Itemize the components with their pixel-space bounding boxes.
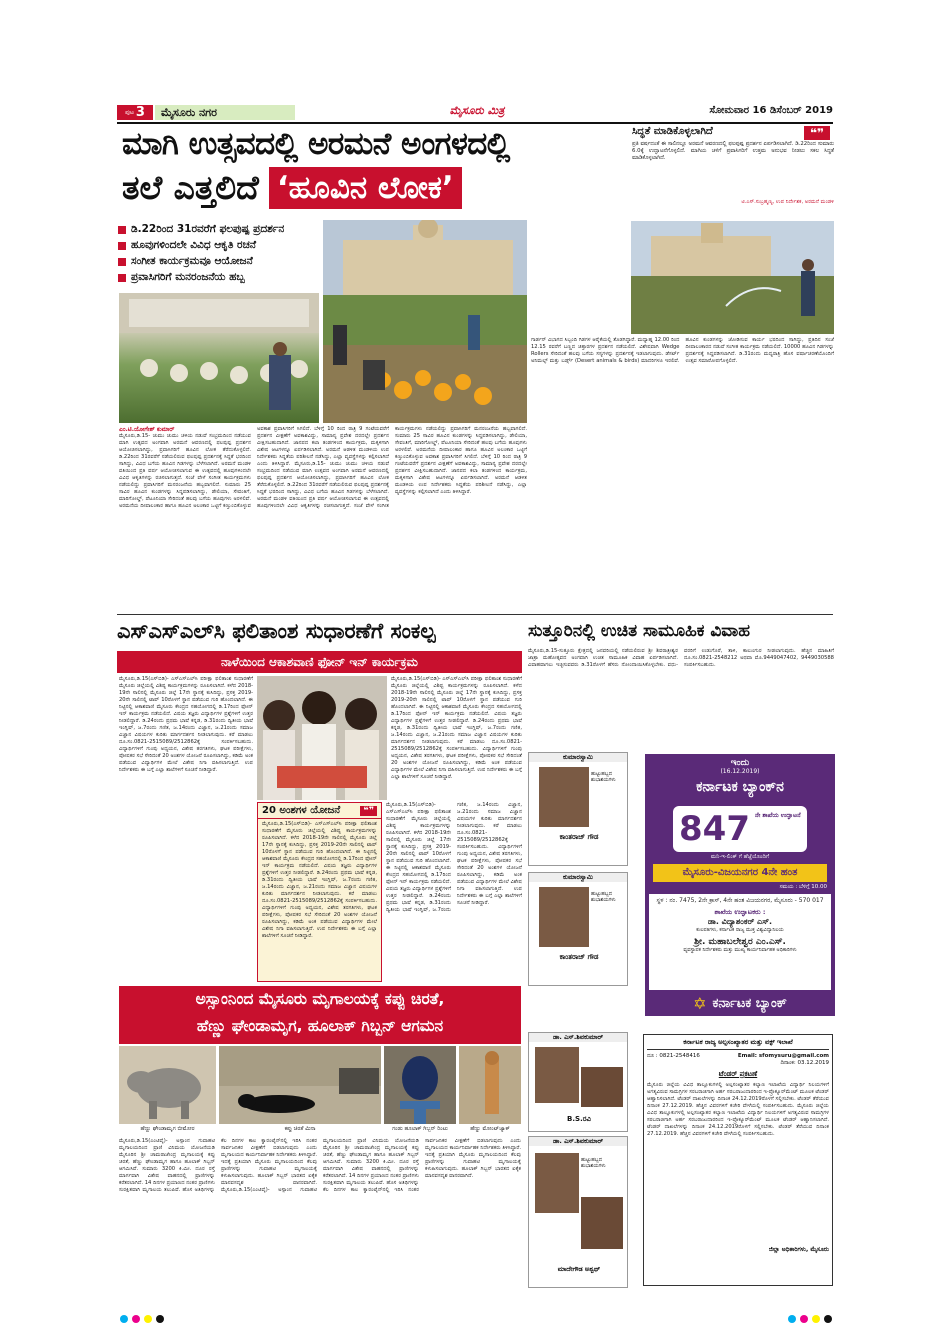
photo-hoolock-gibbon <box>384 1046 456 1124</box>
wedding-body: ಮೈಸೂರು,ಡಿ.15-ಸುತ್ತೂರು ಕ್ಷೇತ್ರದಲ್ಲಿ ಜನವರಿಯಲ್ಲಿ ನಡೆಯಲಿರುವ ಶ್ರೀ ಶಿವರಾತ್ರೀಶ್ವರ ಜಾತ್ರಾ ಮಹೋತ್ಸವದ ಅಂಗವಾಗಿ ಉಚಿತ ಸಾಮೂಹಿಕ ವಿವಾಹ ಏರ್ಪಡಿಸಲಾಗಿದೆ. ವಿವಾಹವಾಗಲು ಇಚ್ಛಿಸುವವರು ಡಿ.31ರೊಳಗೆ ಹೆಸರು ನೋಂದಾಯಿಸಿಕೊಳ್ಳಬೇಕು. ವಧು-ವರರಿಗೆ ಉಡುಗೊರೆ, ತಾಳಿ, ಕಾಲುಂಗುರ ನೀಡಲಾಗುವುದು. ಹೆಚ್ಚಿನ ಮಾಹಿತಿಗೆ ದೂ.ಸಂ.0821-2548212 ಅಥವಾ ಮೊ.9449047402, 9449030588 ಸಂಪರ್ಕಿಸಬಹುದು. <box>528 648 834 668</box>
photo-watering <box>631 221 834 334</box>
lead-headline-1: ಮಾಗಿ ಉತ್ಸವದಲ್ಲಿ ಅರಮನೆ ಅಂಗಳದಲ್ಲಿ <box>122 126 510 162</box>
divider <box>117 614 833 615</box>
wish-from: ಕಾಂತರಾಜ್ ಗೌಡ <box>559 953 599 961</box>
sslc-box-title: 20 ಅಂಶಗಳ ಯೋಜನೆ ❝❞ <box>258 803 381 819</box>
photo-rhino <box>119 1046 216 1124</box>
lead-headline-2: ತಲೆ ಎತ್ತಲಿದೆ ‘ಹೂವಿನ ಲೋಕ’ <box>122 166 632 210</box>
notice-body: ಮೈಸೂರು ಜಿಲ್ಲೆಯ ವಿವಿಧ ತಾಲ್ಲೂಕುಗಳಲ್ಲಿ ಅಲ್ಪಸಂಖ್ಯಾತರ ಕಲ್ಯಾಣ ಇಲಾಖೆಯ ವಿದ್ಯಾರ್ಥಿ ನಿಲಯಗಳಿಗೆ ಅಗತ್ಯವಿರುವ ಸಾಮಗ್ರಿಗಳ ಸರಬರಾಜಿಗಾಗಿ ಅರ್ಹ ಸರಬರಾಜುದಾರರಿಂದ ಇ-ಪ್ರೊಕ್ಯೂರ್‌ಮೆಂಟ್ ಮೂಲಕ ಟೆಂಡರ್ ಆಹ್ವಾನಿಸಲಾಗಿದೆ. ಟೆಂಡರ್ ದಾಖಲೆಗಳನ್ನು ದಿನಾಂಕ 24.12.2019ರೊಳಗೆ ಸಲ್ಲಿಸಬೇಕು. ಟೆಂಡರ್ ತೆರೆಯುವ ದಿನಾಂಕ 27.12.2019. ಹೆಚ್ಚಿನ ವಿವರಗಳಿಗೆ ಕಚೇರಿ ವೇಳೆಯಲ್ಲಿ ಸಂಪರ್ಕಿಸಬಹುದು. ಮೈಸೂರು ಜಿಲ್ಲೆಯ ವಿವಿಧ ತಾಲ್ಲೂಕುಗಳಲ್ಲಿ ಅಲ್ಪಸಂಖ್ಯಾತರ ಕಲ್ಯಾಣ ಇಲಾಖೆಯ ವಿದ್ಯಾರ್ಥಿ ನಿಲಯಗಳಿಗೆ ಅಗತ್ಯವಿರುವ ಸಾಮಗ್ರಿಗಳ ಸರಬರಾಜಿಗಾಗಿ ಅರ್ಹ ಸರಬರಾಜುದಾರರಿಂದ ಇ-ಪ್ರೊಕ್ಯೂರ್‌ಮೆಂಟ್ ಮೂಲಕ ಟೆಂಡರ್ ಆಹ್ವಾನಿಸಲಾಗಿದೆ. ಟೆಂಡರ್ ದಾಖಲೆಗಳನ್ನು ದಿನಾಂಕ 24.12.2019ರೊಳಗೆ ಸಲ್ಲಿಸಬೇಕು. ಟೆಂಡರ್ ತೆರೆಯುವ ದಿನಾಂಕ 27.12.2019. ಹೆಚ್ಚಿನ ವಿವರಗಳಿಗೆ ಕಚೇರಿ ವೇಳೆಯಲ್ಲಿ ಸಂಪರ್ಕಿಸಬಹುದು. <box>647 1082 829 1137</box>
photo-palace-garden <box>323 220 527 423</box>
wish-label: ಹುಟ್ಟುಹಬ್ಬದ ಶುಭಾಶಯಗಳು <box>591 771 616 783</box>
students-illustration <box>257 676 387 800</box>
wish-name: ಡಾ. ಎಸ್.ಶಿವಕುಮಾರ್ <box>529 1137 627 1146</box>
sslc-body-col3: ಮೈಸೂರು,ಡಿ.15(ಎಸ್‌ಬಿಡಿ)- ಎಸ್‌ಎಸ್‌ಎಲ್‌ಸಿ ಪರೀಕ್ಷಾ ಫಲಿತಾಂಶ ಸುಧಾರಣೆಗೆ ಮೈಸೂರು ಜಿಲ್ಲೆಯಲ್ಲಿ ವಿಶಿಷ್ಟ ಕಾರ್ಯಕ್ರಮಗಳನ್ನು ರೂಪಿಸಲಾಗಿದೆ. ಕಳೆದ 2018-19ನೇ ಸಾಲಿನಲ್ಲಿ ಮೈಸೂರು ಜಿಲ್ಲೆ 17ನೇ ಸ್ಥಾನಕ್ಕೆ ಕುಸಿದಿದ್ದು, ಪ್ರಸಕ್ತ 2019-20ನೇ ಸಾಲಿನಲ್ಲಿ ಟಾಪ್ 10ರೊಳಗೆ ಸ್ಥಾನ ಪಡೆಯುವ ಗುರಿ ಹೊಂದಲಾಗಿದೆ. ಈ ನಿಟ್ಟಿನಲ್ಲಿ ಆಕಾಶವಾಣಿ ಮೈಸೂರು ಕೇಂದ್ರದ ಸಹಯೋಗದಲ್ಲಿ ಡಿ.17ರಿಂದ ಫೋನ್ ಇನ್ ಕಾರ್ಯಕ್ರಮ ನಡೆಯಲಿದೆ. ವಿಷಯ ತಜ್ಞರು ವಿದ್ಯಾರ್ಥಿಗಳ ಪ್ರಶ್ನೆಗಳಿಗೆ ಉತ್ತರ ನೀಡಲಿದ್ದಾರೆ. ಡಿ.24ರಂದು ಪ್ರಥಮ ಭಾಷೆ ಕನ್ನಡ, ಡಿ.31ರಂದು ದ್ವಿತೀಯ ಭಾಷೆ ಇಂಗ್ಲಿಷ್, ಜ.7ರಂದು ಗಣಿತ, ಜ.14ರಂದು ವಿಜ್ಞಾನ, ಜ.21ರಂದು ಸಮಾಜ ವಿಜ್ಞಾನ ವಿಷಯಗಳ ಕುರಿತು ಮಾರ್ಗದರ್ಶನ ನೀಡಲಾಗುವುದು. ಕರೆ ಮಾಡಲು ದೂ.ಸಂ.0821-2515089/2512862ಕ್ಕೆ ಸಂಪರ್ಕಿಸಬಹುದು. ವಿದ್ಯಾರ್ಥಿಗಳಿಗೆ ಗುಂಪು ಅಧ್ಯಯನ, ವಿಶೇಷ ತರಗತಿಗಳು, ಘಟಕ ಪರೀಕ್ಷೆಗಳು, ಪೋಷಕರ ಸಭೆ ಸೇರಿದಂತೆ 20 ಅಂಶಗಳ ಯೋಜನೆ ರೂಪಿಸಲಾಗಿದ್ದು, ಕಡಿಮೆ ಅಂಕ ಪಡೆಯುವ ವಿದ್ಯಾರ್ಥಿಗಳ ಮೇಲೆ ವಿಶೇಷ ನಿಗಾ ವಹಿಸಲಾಗುತ್ತಿದೆ. ಉಪ ನಿರ್ದೇಶಕರು ಈ ಬಗ್ಗೆ ಎಲ್ಲಾ ಶಾಲೆಗಳಿಗೆ ಸೂಚನೆ ನೀಡಿದ್ದಾರೆ. <box>386 802 522 913</box>
issue-date: ಸೋಮವಾರ 16 ಡಿಸೆಂಬರ್ 2019 <box>709 105 833 116</box>
lead-body: ಎಂ.ಟಿ.ಯೋಗೇಶ್ ಕುಮಾರ್ ಮೈಸೂರು,ಡಿ.15- ಚುಮು ಚುಮು ಚಳಿಯ ನಡುವೆ ಸಂಭ್ರಮದಿಂದ ನಡೆಯುವ ಮಾಗಿ ಉತ್ಸವದ ಅಂಗವಾಗಿ ಅರಮನೆ ಆವರಣದಲ್ಲಿ ಫಲಪುಷ್ಪ ಪ್ರದರ್ಶನ ಆಯೋಜಿಸಲಾಗಿದ್ದು, ಪ್ರವಾಸಿಗರಿಗೆ ಹೂವಿನ ಲೋಕ ತೆರೆದುಕೊಳ್ಳಲಿದೆ. ಡಿ.22ರಿಂದ 31ರವರೆಗೆ ನಡೆಯಲಿರುವ ಫಲಪುಷ್ಪ ಪ್ರದರ್ಶನಕ್ಕೆ ಸಿದ್ಧತೆ ಭರದಿಂದ ಸಾಗಿದ್ದು, ವಿವಿಧ ಬಗೆಯ ಹೂವಿನ ಗಿಡಗಳನ್ನು ಬೆಳೆಸಲಾಗಿದೆ. ಅರಮನೆ ಮಂಡಳಿ ವತಿಯಿಂದ ಪ್ರತಿ ವರ್ಷ ಆಯೋಜಿಸಲಾಗುವ ಈ ಉತ್ಸವದಲ್ಲಿ ಹೂವುಗಳಿಂದಲೇ ವಿವಿಧ ಆಕೃತಿಗಳನ್ನು ರಚಿಸಲಾಗುತ್ತದೆ. ಸಂಜೆ ವೇಳೆ ಸಂಗೀತ ಕಾರ್ಯಕ್ರಮಗಳು ನಡೆಯಲಿದ್ದು ಪ್ರವಾಸಿಗರಿಗೆ ಮನರಂಜನೆಯ ಹಬ್ಬವಾಗಲಿದೆ. ಸುಮಾರು 25 ಸಾವಿರ ಹೂವಿನ ಕುಂಡಗಳನ್ನು ಸಿದ್ಧಪಡಿಸಲಾಗಿದ್ದು, ಡೇಲಿಯಾ, ಸೇವಂತಿಗೆ, ಮಾರಿಗೋಲ್ಡ್, ಪೆಟೂನಿಯಾ ಸೇರಿದಂತೆ ಹಲವು ಬಗೆಯ ಹೂವುಗಳು ಅರಳಲಿವೆ. ಅರಮನೆಯ ದೀಪಾಲಂಕಾರ ಹಾಗೂ ಹೂವಿನ ಅಲಂಕಾರ ಒಟ್ಟಿಗೆ ಕಣ್ತುಂಬಿಕೊಳ್ಳುವ ಅವಕಾಶ ಪ್ರವಾಸಿಗರಿಗೆ ಸಿಗಲಿದೆ. ಬೆಳಿಗ್ಗೆ 10 ರಿಂದ ರಾತ್ರಿ 9 ಗಂಟೆಯವರೆಗೆ ಪ್ರದರ್ಶನ ವೀಕ್ಷಣೆಗೆ ಅವಕಾಶವಿದ್ದು, ಸಾಮಾನ್ಯ ಪ್ರವೇಶ ದರದಲ್ಲೇ ಪ್ರದರ್ಶನ ವೀಕ್ಷಿಸಬಹುದಾಗಿದೆ. ಜಾನಪದ ಕಲಾ ತಂಡಗಳಿಂದ ಕಾರ್ಯಕ್ರಮ, ಮಕ್ಕಳಿಗಾಗಿ ವಿಶೇಷ ಆಟಗಳನ್ನೂ ಏರ್ಪಡಿಸಲಾಗಿದೆ. ಅರಮನೆ ಆಡಳಿತ ಮಂಡಳಿಯ ಉಪ ನಿರ್ದೇಶಕರು ಸಿದ್ಧತೆಯ ಪರಿಶೀಲನೆ ನಡೆಸಿದ್ದು, ಎಲ್ಲಾ ವ್ಯವಸ್ಥೆಗಳನ್ನು ಕಲ್ಪಿಸಲಾಗಿದೆ ಎಂದು ತಿಳಿಸಿದ್ದಾರೆ. ಮೈಸೂರು,ಡಿ.15- ಚುಮು ಚುಮು ಚಳಿಯ ನಡುವೆ ಸಂಭ್ರಮದಿಂದ ನಡೆಯುವ ಮಾಗಿ ಉತ್ಸವದ ಅಂಗವಾಗಿ ಅರಮನೆ ಆವರಣದಲ್ಲಿ ಫಲಪುಷ್ಪ ಪ್ರದರ್ಶನ ಆಯೋಜಿಸಲಾಗಿದ್ದು, ಪ್ರವಾಸಿಗರಿಗೆ ಹೂವಿನ ಲೋಕ ತೆರೆದುಕೊಳ್ಳಲಿದೆ. ಡಿ.22ರಿಂದ 31ರವರೆಗೆ ನಡೆಯಲಿರುವ ಫಲಪುಷ್ಪ ಪ್ರದರ್ಶನಕ್ಕೆ ಸಿದ್ಧತೆ ಭರದಿಂದ ಸಾಗಿದ್ದು, ವಿವಿಧ ಬಗೆಯ ಹೂವಿನ ಗಿಡಗಳನ್ನು ಬೆಳೆಸಲಾಗಿದೆ. ಅರಮನೆ ಮಂಡಳಿ ವತಿಯಿಂದ ಪ್ರತಿ ವರ್ಷ ಆಯೋಜಿಸಲಾಗುವ ಈ ಉತ್ಸವದಲ್ಲಿ ಹೂವುಗಳಿಂದಲೇ ವಿವಿಧ ಆಕೃತಿಗಳನ್ನು ರಚಿಸಲಾಗುತ್ತದೆ. ಸಂಜೆ ವೇಳೆ ಸಂಗೀತ ಕಾರ್ಯಕ್ರಮಗಳು ನಡೆಯಲಿದ್ದು ಪ್ರವಾಸಿಗರಿಗೆ ಮನರಂಜನೆಯ ಹಬ್ಬವಾಗಲಿದೆ. ಸುಮಾರು 25 ಸಾವಿರ ಹೂವಿನ ಕುಂಡಗಳನ್ನು ಸಿದ್ಧಪಡಿಸಲಾಗಿದ್ದು, ಡೇಲಿಯಾ, ಸೇವಂತಿಗೆ, ಮಾರಿಗೋಲ್ಡ್, ಪೆಟೂನಿಯಾ ಸೇರಿದಂತೆ ಹಲವು ಬಗೆಯ ಹೂವುಗಳು ಅರಳಲಿವೆ. ಅರಮನೆಯ ದೀಪಾಲಂಕಾರ ಹಾಗೂ ಹೂವಿನ ಅಲಂಕಾರ ಒಟ್ಟಿಗೆ ಕಣ್ತುಂಬಿಕೊಳ್ಳುವ ಅವಕಾಶ ಪ್ರವಾಸಿಗರಿಗೆ ಸಿಗಲಿದೆ. ಬೆಳಿಗ್ಗೆ 10 ರಿಂದ ರಾತ್ರಿ 9 ಗಂಟೆಯವರೆಗೆ ಪ್ರದರ್ಶನ ವೀಕ್ಷಣೆಗೆ ಅವಕಾಶವಿದ್ದು, ಸಾಮಾನ್ಯ ಪ್ರವೇಶ ದರದಲ್ಲೇ ಪ್ರದರ್ಶನ ವೀಕ್ಷಿಸಬಹುದಾಗಿದೆ. ಜಾನಪದ ಕಲಾ ತಂಡಗಳಿಂದ ಕಾರ್ಯಕ್ರಮ, ಮಕ್ಕಳಿಗಾಗಿ ವಿಶೇಷ ಆಟಗಳನ್ನೂ ಏರ್ಪಡಿಸಲಾಗಿದೆ. ಅರಮನೆ ಆಡಳಿತ ಮಂಡಳಿಯ ಉಪ ನಿರ್ದೇಶಕರು ಸಿದ್ಧತೆಯ ಪರಿಶೀಲನೆ ನಡೆಸಿದ್ದು, ಎಲ್ಲಾ ವ್ಯವಸ್ಥೆಗಳನ್ನು ಕಲ್ಪಿಸಲಾಗಿದೆ ಎಂದು ತಿಳಿಸಿದ್ದಾರೆ. <box>119 426 527 509</box>
photo-students <box>257 676 387 800</box>
branch-number-box <box>673 806 807 852</box>
chief-guest: ಡಾ. ವಿದ್ಯಾಶಂಕರ್ ಎಸ್. <box>707 917 773 926</box>
chief-guest-label: ಶಾಖೆಯ ಉದ್ಘಾಟಕರು : <box>714 908 766 916</box>
wish-from: ಕಾಂತರಾಜ್ ಗೌಡ <box>559 833 599 841</box>
branch-number: 847 <box>679 809 750 849</box>
bullet-item: ಡಿ.22ರಿಂದ 31ರವರೆಗೆ ಫಲಪುಷ್ಪ ಪ್ರದರ್ಶನ <box>118 223 323 236</box>
wish-photo <box>581 1197 623 1249</box>
bullet-item: ಪ್ರವಾಸಿಗರಿಗೆ ಮನರಂಜನೆಯ ಹಬ್ಬ <box>118 271 323 284</box>
host-title: ವ್ಯವಸ್ಥಾಪಕ ನಿರ್ದೇಶಕರು ಮತ್ತು ಮುಖ್ಯ ಕಾರ್ಯನಿರ್ವಾಹಕ ಅಧಿಕಾರಿಗಳು <box>683 947 797 953</box>
lead-byline: ಎಂ.ಟಿ.ಯೋಗೇಶ್ ಕುಮಾರ್ <box>119 426 175 433</box>
bank-ad-top: ಇಂದು <box>730 758 750 768</box>
notice-sign: ಜಿಲ್ಲಾ ಅಧಿಕಾರಿಗಳು, ಮೈಸೂರು <box>768 1246 829 1253</box>
zoo-caption: ಹೆಣ್ಣು ಘೇಂಡಾಮೃಗ ಬೀಮೋರ <box>140 1126 195 1132</box>
tender-notice <box>643 1034 833 1286</box>
bank-ad-time: ಸಮಯ : ಬೆಳಿಗ್ಗೆ 10.00 <box>779 884 827 890</box>
sidebar-quote <box>632 126 834 222</box>
notice-email: Email: sfomysuru@gmail.com <box>737 1053 829 1059</box>
wish-photo <box>581 1067 623 1107</box>
bank-ad-footer: ✡ ಕರ್ನಾಟಕ ಬ್ಯಾಂಕ್ <box>649 990 831 1016</box>
bullet-item: ಸಂಗೀತ ಕಾರ್ಯಕ್ರಮವೂ ಆಯೋಜನೆ <box>118 255 323 268</box>
lead-body-continued: ಗಾರ್ಡನ್ ವಿಭಾಗದ ಸಿಬ್ಬಂದಿ ಗಿಡಗಳ ಆರೈಕೆಯಲ್ಲಿ ತೊಡಗಿದ್ದಾರೆ. ಮಧ್ಯಾಹ್ನ 12.00 ರಿಂದ 12.15 ರವರೆಗೆ ಬಣ್ಣದ ಚಿತ್ತಾರಗಳ ಪ್ರದರ್ಶನ ನಡೆಯಲಿದೆ. ವಿಶೇಷವಾಗಿ Wedge Rollers ಸೇರಿದಂತೆ ಹಲವು ಬಗೆಯ ಸಸ್ಯಗಳನ್ನು ಪ್ರದರ್ಶನಕ್ಕೆ ಇಡಲಾಗುವುದು. ಡೆಸರ್ಟ್ ಅನಿಮಲ್ಸ್ ಮತ್ತು ಬರ್ಡ್ಸ್ (Desert animals & birds) ಮಾದರಿಗಳೂ ಇರಲಿವೆ. ಹೂವಿನ ಕುಂಡಗಳನ್ನು ಜೋಡಿಸುವ ಕಾರ್ಯ ಭರದಿಂದ ಸಾಗಿದ್ದು, ಪ್ರತಿದಿನ ಸಂಜೆ ದೀಪಾಲಂಕಾರದ ನಡುವೆ ಸಂಗೀತ ಕಾರ್ಯಕ್ರಮ ನಡೆಯಲಿದೆ. 10000 ಹೂವಿನ ಗಿಡಗಳನ್ನು ಪ್ರದರ್ಶನಕ್ಕೆ ಸಿದ್ಧಪಡಿಸಲಾಗಿದೆ. ಡಿ.31ರಂದು ಮಧ್ಯರಾತ್ರಿ ಹೊಸ ವರ್ಷಾಚರಣೆಯೊಂದಿಗೆ ಉತ್ಸವ ಸಮಾರೋಪಗೊಳ್ಳಲಿದೆ. <box>531 337 834 364</box>
zoo-caption: ಹೆಣ್ಣು ಮೋಂಟ್‌ಜ್ಯಾಕ್ <box>470 1126 510 1132</box>
bank-ad <box>645 754 835 1016</box>
bank-logo-icon: ✡ <box>693 993 707 1013</box>
bank-ad-bank-pre: ಕರ್ನಾಟಕ ಬ್ಯಾಂಕ್‌ನ <box>696 779 784 795</box>
page-header <box>117 103 833 121</box>
wish-from: B.S.ರವಿ <box>567 1115 591 1123</box>
zoo-caption: ಕಪ್ಪು ಚಿರತೆ ಮಿನಾ <box>284 1126 316 1132</box>
sslc-subhead: ನಾಳೆಯಿಂದ ಆಕಾಶವಾಣಿ ಫೋನ್ ಇನ್ ಕಾರ್ಯಕ್ರಮ <box>117 651 522 673</box>
gibbon-illustration <box>384 1046 456 1124</box>
zoo-caption: ಗಂಡು ಹೂಲಾಕ್ ಗಿಬ್ಬನ್ ರಿಂಟು <box>392 1126 448 1132</box>
wish-label: ಹುಟ್ಟುಹಬ್ಬದ ಶುಭಾಶಯಗಳು <box>581 1157 606 1169</box>
quote-icon: ❝❞ <box>804 126 830 140</box>
photo-flower-pots <box>119 293 319 423</box>
zoo-headline: ಅಸ್ಸಾಂನಿಂದ ಮೈಸೂರು ಮೃಗಾಲಯಕ್ಕೆ ಕಪ್ಪು ಚಿರತೆ, ಹೆಣ್ಣು ಘೇಂಡಾಮೃಗ, ಹೂಲಾಕ್ ಗಿಬ್ಬನ್ ಆಗಮನ <box>119 986 521 1044</box>
branch-sup: ನೇ ಶಾಖೆಯ ಉದ್ಘಾಟನೆ <box>755 812 801 819</box>
rhino-illustration <box>119 1046 216 1124</box>
section-label: ಮೈಸೂರು ನಗರ <box>155 105 295 120</box>
wish-name: ಕುಮಾರಸ್ವಾಮಿ <box>529 753 627 762</box>
notice-subject: ಟೆಂಡರ್ ಪ್ರಕಟಣೆ <box>718 1070 758 1078</box>
wedding-headline: ಸುತ್ತೂರಿನಲ್ಲಿ ಉಚಿತ ಸಾಮೂಹಿಕ ವಿವಾಹ <box>528 621 750 641</box>
lead-bullets <box>118 220 323 287</box>
notice-date: ದಿನಾಂಕ: 03.12.2019 <box>780 1060 829 1066</box>
bank-ad-date: (16.12.2019) <box>720 768 760 775</box>
wish-card <box>528 1032 628 1132</box>
panther-illustration <box>219 1046 381 1124</box>
notice-phone: ದೂ : 0821-2548416 <box>647 1053 700 1059</box>
watering-illustration <box>631 221 834 334</box>
lead-headline-highlight: ‘ಹೂವಿನ ಲೋಕ’ <box>269 167 462 209</box>
wish-photo <box>539 767 589 827</box>
zoo-body: ಮೈಸೂರು,ಡಿ.15(ಎಂಟಿವೈ)- ಅಸ್ಸಾಂನ ಗುವಾಹಟಿ ಮೃಗಾಲಯದಿಂದ ಪ್ರಾಣಿ ವಿನಿಮಯ ಯೋಜನೆಯಡಿ ಮೈಸೂರಿನ ಶ್ರೀ ಚಾಮರಾಜೇಂದ್ರ ಮೃಗಾಲಯಕ್ಕೆ ಕಪ್ಪು ಚಿರತೆ, ಹೆಣ್ಣು ಘೇಂಡಾಮೃಗ ಹಾಗೂ ಹೂಲಾಕ್ ಗಿಬ್ಬನ್ ಆಗಮಿಸಿವೆ. ಸುಮಾರು 3200 ಕಿ.ಮೀ. ದೂರ ರಸ್ತೆ ಮಾರ್ಗವಾಗಿ ವಿಶೇಷ ವಾಹನದಲ್ಲಿ ಪ್ರಾಣಿಗಳನ್ನು ಕರೆತರಲಾಗಿದೆ. 14 ದಿನಗಳ ಪ್ರಯಾಣದ ನಂತರ ಪ್ರಾಣಿಗಳು ಸುರಕ್ಷಿತವಾಗಿ ಮೃಗಾಲಯ ತಲುಪಿವೆ. ಹೊಸ ಅತಿಥಿಗಳನ್ನು ಕೆಲ ದಿನಗಳ ಕಾಲ ಕ್ವಾರಂಟೈನ್‌ನಲ್ಲಿ ಇರಿಸಿ ನಂತರ ಸಾರ್ವಜನಿಕರ ವೀಕ್ಷಣೆಗೆ ಬಿಡಲಾಗುವುದು ಎಂದು ಮೃಗಾಲಯದ ಕಾರ್ಯನಿರ್ವಾಹಕ ನಿರ್ದೇಶಕರು ತಿಳಿಸಿದ್ದಾರೆ. ಇದಕ್ಕೆ ಪ್ರತಿಯಾಗಿ ಮೈಸೂರು ಮೃಗಾಲಯದಿಂದ ಕೆಲವು ಪ್ರಾಣಿಗಳನ್ನು ಗುವಾಹಟಿ ಮೃಗಾಲಯಕ್ಕೆ ಕಳುಹಿಸಲಾಗುವುದು. ಹೂಲಾಕ್ ಗಿಬ್ಬನ್ ಭಾರತದ ಏಕೈಕ ಮಾನವಸದೃಶ ವಾನರವಾಗಿದೆ. ಮೈಸೂರು,ಡಿ.15(ಎಂಟಿವೈ)- ಅಸ್ಸಾಂನ ಗುವಾಹಟಿ ಮೃಗಾಲಯದಿಂದ ಪ್ರಾಣಿ ವಿನಿಮಯ ಯೋಜನೆಯಡಿ ಮೈಸೂರಿನ ಶ್ರೀ ಚಾಮರಾಜೇಂದ್ರ ಮೃಗಾಲಯಕ್ಕೆ ಕಪ್ಪು ಚಿರತೆ, ಹೆಣ್ಣು ಘೇಂಡಾಮೃಗ ಹಾಗೂ ಹೂಲಾಕ್ ಗಿಬ್ಬನ್ ಆಗಮಿಸಿವೆ. ಸುಮಾರು 3200 ಕಿ.ಮೀ. ದೂರ ರಸ್ತೆ ಮಾರ್ಗವಾಗಿ ವಿಶೇಷ ವಾಹನದಲ್ಲಿ ಪ್ರಾಣಿಗಳನ್ನು ಕರೆತರಲಾಗಿದೆ. 14 ದಿನಗಳ ಪ್ರಯಾಣದ ನಂತರ ಪ್ರಾಣಿಗಳು ಸುರಕ್ಷಿತವಾಗಿ ಮೃಗಾಲಯ ತಲುಪಿವೆ. ಹೊಸ ಅತಿಥಿಗಳನ್ನು ಕೆಲ ದಿನಗಳ ಕಾಲ ಕ್ವಾರಂಟೈನ್‌ನಲ್ಲಿ ಇರಿಸಿ ನಂತರ ಸಾರ್ವಜನಿಕರ ವೀಕ್ಷಣೆಗೆ ಬಿಡಲಾಗುವುದು ಎಂದು ಮೃಗಾಲಯದ ಕಾರ್ಯನಿರ್ವಾಹಕ ನಿರ್ದೇಶಕರು ತಿಳಿಸಿದ್ದಾರೆ. ಇದಕ್ಕೆ ಪ್ರತಿಯಾಗಿ ಮೈಸೂರು ಮೃಗಾಲಯದಿಂದ ಕೆಲವು ಪ್ರಾಣಿಗಳನ್ನು ಗುವಾಹಟಿ ಮೃಗಾಲಯಕ್ಕೆ ಕಳುಹಿಸಲಾಗುವುದು. ಹೂಲಾಕ್ ಗಿಬ್ಬನ್ ಭಾರತದ ಏಕೈಕ ಮಾನವಸದೃಶ ವಾನರವಾಗಿದೆ. <box>119 1138 521 1193</box>
bank-ad-details <box>649 894 831 1016</box>
bank-ad-address: ಸ್ಥಳ : ನಂ. 7475, 2ನೇ ಕ್ರಾಸ್, 4ನೇ ಹಂತ ವಿಜಯನಗರ, ಮೈಸೂರು - 570 017 <box>656 897 824 904</box>
flowerpots-illustration <box>119 293 319 423</box>
sslc-box-body: ಮೈಸೂರು,ಡಿ.15(ಎಸ್‌ಬಿಡಿ)- ಎಸ್‌ಎಸ್‌ಎಲ್‌ಸಿ ಪರೀಕ್ಷಾ ಫಲಿತಾಂಶ ಸುಧಾರಣೆಗೆ ಮೈಸೂರು ಜಿಲ್ಲೆಯಲ್ಲಿ ವಿಶಿಷ್ಟ ಕಾರ್ಯಕ್ರಮಗಳನ್ನು ರೂಪಿಸಲಾಗಿದೆ. ಕಳೆದ 2018-19ನೇ ಸಾಲಿನಲ್ಲಿ ಮೈಸೂರು ಜಿಲ್ಲೆ 17ನೇ ಸ್ಥಾನಕ್ಕೆ ಕುಸಿದಿದ್ದು, ಪ್ರಸಕ್ತ 2019-20ನೇ ಸಾಲಿನಲ್ಲಿ ಟಾಪ್ 10ರೊಳಗೆ ಸ್ಥಾನ ಪಡೆಯುವ ಗುರಿ ಹೊಂದಲಾಗಿದೆ. ಈ ನಿಟ್ಟಿನಲ್ಲಿ ಆಕಾಶವಾಣಿ ಮೈಸೂರು ಕೇಂದ್ರದ ಸಹಯೋಗದಲ್ಲಿ ಡಿ.17ರಿಂದ ಫೋನ್ ಇನ್ ಕಾರ್ಯಕ್ರಮ ನಡೆಯಲಿದೆ. ವಿಷಯ ತಜ್ಞರು ವಿದ್ಯಾರ್ಥಿಗಳ ಪ್ರಶ್ನೆಗಳಿಗೆ ಉತ್ತರ ನೀಡಲಿದ್ದಾರೆ. ಡಿ.24ರಂದು ಪ್ರಥಮ ಭಾಷೆ ಕನ್ನಡ, ಡಿ.31ರಂದು ದ್ವಿತೀಯ ಭಾಷೆ ಇಂಗ್ಲಿಷ್, ಜ.7ರಂದು ಗಣಿತ, ಜ.14ರಂದು ವಿಜ್ಞಾನ, ಜ.21ರಂದು ಸಮಾಜ ವಿಜ್ಞಾನ ವಿಷಯಗಳ ಕುರಿತು ಮಾರ್ಗದರ್ಶನ ನೀಡಲಾಗುವುದು. ಕರೆ ಮಾಡಲು ದೂ.ಸಂ.0821-2515089/2512862ಕ್ಕೆ ಸಂಪರ್ಕಿಸಬಹುದು. ವಿದ್ಯಾರ್ಥಿಗಳಿಗೆ ಗುಂಪು ಅಧ್ಯಯನ, ವಿಶೇಷ ತರಗತಿಗಳು, ಘಟಕ ಪರೀಕ್ಷೆಗಳು, ಪೋಷಕರ ಸಭೆ ಸೇರಿದಂತೆ 20 ಅಂಶಗಳ ಯೋಜನೆ ರೂಪಿಸಲಾಗಿದ್ದು, ಕಡಿಮೆ ಅಂಕ ಪಡೆಯುವ ವಿದ್ಯಾರ್ಥಿಗಳ ಮೇಲೆ ವಿಶೇಷ ನಿಗಾ ವಹಿಸಲಾಗುತ್ತಿದೆ. ಉಪ ನಿರ್ದೇಶಕರು ಈ ಬಗ್ಗೆ ಎಲ್ಲಾ ಶಾಲೆಗಳಿಗೆ ಸೂಚನೆ ನೀಡಿದ್ದಾರೆ. <box>262 821 377 939</box>
wish-label: ಹುಟ್ಟುಹಬ್ಬದ ಶುಭಾಶಯಗಳು <box>591 891 616 903</box>
sidebar-quote-title: ಸಿದ್ಧತೆ ಮಾಡಿಕೊಳ್ಳಲಾಗಿದೆ <box>632 126 713 137</box>
sidebar-quote-attribution: ಟಿ.ಎಸ್.ಸುಬ್ರಹ್ಮಣ್ಯ, ಉಪ ನಿರ್ದೇಶಕ, ಅರಮನೆ ಮಂಡಳಿ <box>741 199 834 205</box>
wish-card <box>528 872 628 986</box>
sslc-body-col2: ಮೈಸೂರು,ಡಿ.15(ಎಸ್‌ಬಿಡಿ)- ಎಸ್‌ಎಸ್‌ಎಲ್‌ಸಿ ಪರೀಕ್ಷಾ ಫಲಿತಾಂಶ ಸುಧಾರಣೆಗೆ ಮೈಸೂರು ಜಿಲ್ಲೆಯಲ್ಲಿ ವಿಶಿಷ್ಟ ಕಾರ್ಯಕ್ರಮಗಳನ್ನು ರೂಪಿಸಲಾಗಿದೆ. ಕಳೆದ 2018-19ನೇ ಸಾಲಿನಲ್ಲಿ ಮೈಸೂರು ಜಿಲ್ಲೆ 17ನೇ ಸ್ಥಾನಕ್ಕೆ ಕುಸಿದಿದ್ದು, ಪ್ರಸಕ್ತ 2019-20ನೇ ಸಾಲಿನಲ್ಲಿ ಟಾಪ್ 10ರೊಳಗೆ ಸ್ಥಾನ ಪಡೆಯುವ ಗುರಿ ಹೊಂದಲಾಗಿದೆ. ಈ ನಿಟ್ಟಿನಲ್ಲಿ ಆಕಾಶವಾಣಿ ಮೈಸೂರು ಕೇಂದ್ರದ ಸಹಯೋಗದಲ್ಲಿ ಡಿ.17ರಿಂದ ಫೋನ್ ಇನ್ ಕಾರ್ಯಕ್ರಮ ನಡೆಯಲಿದೆ. ವಿಷಯ ತಜ್ಞರು ವಿದ್ಯಾರ್ಥಿಗಳ ಪ್ರಶ್ನೆಗಳಿಗೆ ಉತ್ತರ ನೀಡಲಿದ್ದಾರೆ. ಡಿ.24ರಂದು ಪ್ರಥಮ ಭಾಷೆ ಕನ್ನಡ, ಡಿ.31ರಂದು ದ್ವಿತೀಯ ಭಾಷೆ ಇಂಗ್ಲಿಷ್, ಜ.7ರಂದು ಗಣಿತ, ಜ.14ರಂದು ವಿಜ್ಞಾನ, ಜ.21ರಂದು ಸಮಾಜ ವಿಜ್ಞಾನ ವಿಷಯಗಳ ಕುರಿತು ಮಾರ್ಗದರ್ಶನ ನೀಡಲಾಗುವುದು. ಕರೆ ಮಾಡಲು ದೂ.ಸಂ.0821-2515089/2512862ಕ್ಕೆ ಸಂಪರ್ಕಿಸಬಹುದು. ವಿದ್ಯಾರ್ಥಿಗಳಿಗೆ ಗುಂಪು ಅಧ್ಯಯನ, ವಿಶೇಷ ತರಗತಿಗಳು, ಘಟಕ ಪರೀಕ್ಷೆಗಳು, ಪೋಷಕರ ಸಭೆ ಸೇರಿದಂತೆ 20 ಅಂಶಗಳ ಯೋಜನೆ ರೂಪಿಸಲಾಗಿದ್ದು, ಕಡಿಮೆ ಅಂಕ ಪಡೆಯುವ ವಿದ್ಯಾರ್ಥಿಗಳ ಮೇಲೆ ವಿಶೇಷ ನಿಗಾ ವಹಿಸಲಾಗುತ್ತಿದೆ. ಉಪ ನಿರ್ದೇಶಕರು ಈ ಬಗ್ಗೆ ಎಲ್ಲಾ ಶಾಲೆಗಳಿಗೆ ಸೂಚನೆ ನೀಡಿದ್ದಾರೆ. <box>391 676 522 780</box>
masthead: ಮೈಸೂರು ಮಿತ್ರ <box>449 104 505 117</box>
wish-card <box>528 1136 628 1288</box>
photo-black-panther <box>219 1046 381 1124</box>
muntjac-illustration <box>459 1046 521 1124</box>
wish-name: ಕುಮಾರಸ್ವಾಮಿ <box>529 873 627 882</box>
quote-icon: ❝❞ <box>360 806 377 816</box>
photo-muntjac <box>459 1046 521 1124</box>
bullet-item: ಹೂವುಗಳಿಂದಲೇ ವಿವಿಧ ಆಕೃತಿ ರಚನೆ <box>118 239 323 252</box>
wish-photo <box>535 1153 579 1213</box>
registration-marks <box>120 1308 836 1318</box>
palace-garden-illustration <box>323 220 527 423</box>
wish-from: ಮಾದೇಗೌಡ ಅಶ್ವಥ್ <box>557 1265 601 1273</box>
sslc-headline: ಎಸ್‌ಎಸ್‌ಎಲ್‌ಸಿ ಫಲಿತಾಂಶ ಸುಧಾರಣೆಗೆ ಸಂಕಲ್ಪ <box>117 619 436 643</box>
sslc-box <box>257 802 382 982</box>
wish-photo <box>535 1047 579 1103</box>
host: ಶ್ರೀ. ಮಹಾಬಲೇಶ್ವರ ಎಂ.ಎಸ್. <box>694 937 786 947</box>
sidebar-quote-body: ಪ್ರತಿ ವರ್ಷದಂತೆ ಈ ಸಾಲಿನಲ್ಲೂ ಅರಮನೆ ಆವರಣದಲ್ಲಿ ಫಲಪುಷ್ಪ ಪ್ರದರ್ಶನ ಏರ್ಪಡಿಸಲಾಗಿದೆ. ಡಿ.22ರಿಂದ ಸುಮಾರು 6.0ಕ್ಕೆ ಉದ್ಘಾಟನೆಗೊಳ್ಳಲಿದೆ. ಮಾಗಿಯ ಚಳಿಗೆ ಪ್ರವಾಸಿಗರಿಗೆ ಉತ್ತಮ ಅನುಭವ ನೀಡಲು ಸಕಲ ಸಿದ್ಧತೆ ಮಾಡಿಕೊಳ್ಳಲಾಗಿದೆ. <box>632 141 834 161</box>
wish-card <box>528 752 628 866</box>
branch-tag: ಮನಿ-ಇ-ಲಿಂಕ್ ಗೆ ಹೆಜ್ಜೆಯೊಂದಿಗೆ <box>710 854 770 860</box>
sslc-body-col1: ಮೈಸೂರು,ಡಿ.15(ಎಸ್‌ಬಿಡಿ)- ಎಸ್‌ಎಸ್‌ಎಲ್‌ಸಿ ಪರೀಕ್ಷಾ ಫಲಿತಾಂಶ ಸುಧಾರಣೆಗೆ ಮೈಸೂರು ಜಿಲ್ಲೆಯಲ್ಲಿ ವಿಶಿಷ್ಟ ಕಾರ್ಯಕ್ರಮಗಳನ್ನು ರೂಪಿಸಲಾಗಿದೆ. ಕಳೆದ 2018-19ನೇ ಸಾಲಿನಲ್ಲಿ ಮೈಸೂರು ಜಿಲ್ಲೆ 17ನೇ ಸ್ಥಾನಕ್ಕೆ ಕುಸಿದಿದ್ದು, ಪ್ರಸಕ್ತ 2019-20ನೇ ಸಾಲಿನಲ್ಲಿ ಟಾಪ್ 10ರೊಳಗೆ ಸ್ಥಾನ ಪಡೆಯುವ ಗುರಿ ಹೊಂದಲಾಗಿದೆ. ಈ ನಿಟ್ಟಿನಲ್ಲಿ ಆಕಾಶವಾಣಿ ಮೈಸೂರು ಕೇಂದ್ರದ ಸಹಯೋಗದಲ್ಲಿ ಡಿ.17ರಿಂದ ಫೋನ್ ಇನ್ ಕಾರ್ಯಕ್ರಮ ನಡೆಯಲಿದೆ. ವಿಷಯ ತಜ್ಞರು ವಿದ್ಯಾರ್ಥಿಗಳ ಪ್ರಶ್ನೆಗಳಿಗೆ ಉತ್ತರ ನೀಡಲಿದ್ದಾರೆ. ಡಿ.24ರಂದು ಪ್ರಥಮ ಭಾಷೆ ಕನ್ನಡ, ಡಿ.31ರಂದು ದ್ವಿತೀಯ ಭಾಷೆ ಇಂಗ್ಲಿಷ್, ಜ.7ರಂದು ಗಣಿತ, ಜ.14ರಂದು ವಿಜ್ಞಾನ, ಜ.21ರಂದು ಸಮಾಜ ವಿಜ್ಞಾನ ವಿಷಯಗಳ ಕುರಿತು ಮಾರ್ಗದರ್ಶನ ನೀಡಲಾಗುವುದು. ಕರೆ ಮಾಡಲು ದೂ.ಸಂ.0821-2515089/2512862ಕ್ಕೆ ಸಂಪರ್ಕಿಸಬಹುದು. ವಿದ್ಯಾರ್ಥಿಗಳಿಗೆ ಗುಂಪು ಅಧ್ಯಯನ, ವಿಶೇಷ ತರಗತಿಗಳು, ಘಟಕ ಪರೀಕ್ಷೆಗಳು, ಪೋಷಕರ ಸಭೆ ಸೇರಿದಂತೆ 20 ಅಂಶಗಳ ಯೋಜನೆ ರೂಪಿಸಲಾಗಿದ್ದು, ಕಡಿಮೆ ಅಂಕ ಪಡೆಯುವ ವಿದ್ಯಾರ್ಥಿಗಳ ಮೇಲೆ ವಿಶೇಷ ನಿಗಾ ವಹಿಸಲಾಗುತ್ತಿದೆ. ಉಪ ನಿರ್ದೇಶಕರು ಈ ಬಗ್ಗೆ ಎಲ್ಲಾ ಶಾಲೆಗಳಿಗೆ ಸೂಚನೆ ನೀಡಿದ್ದಾರೆ. <box>119 676 253 773</box>
page-number-badge: ಪುಟ 3 <box>117 105 153 120</box>
wish-name: ಡಾ. ಎಸ್.ಶಿವಕುಮಾರ್ <box>529 1033 627 1042</box>
location-banner: ಮೈಸೂರು-ವಿಜಯನಗರ 4ನೇ ಹಂತ <box>653 864 827 882</box>
notice-title: ಕರ್ನಾಟಕ ರಾಜ್ಯ ಅಲ್ಪಸಂಖ್ಯಾತರ ಮತ್ತು ವಕ್ಫ್ ಇಲಾಖೆ <box>647 1038 829 1050</box>
wish-photo <box>539 887 589 947</box>
chief-guest-title: ಕುಲಪತಿಗಳು, ಕರ್ನಾಟಕ ರಾಜ್ಯ ಮುಕ್ತ ವಿಶ್ವವಿದ್ಯಾನಿಲಯ <box>696 927 784 933</box>
